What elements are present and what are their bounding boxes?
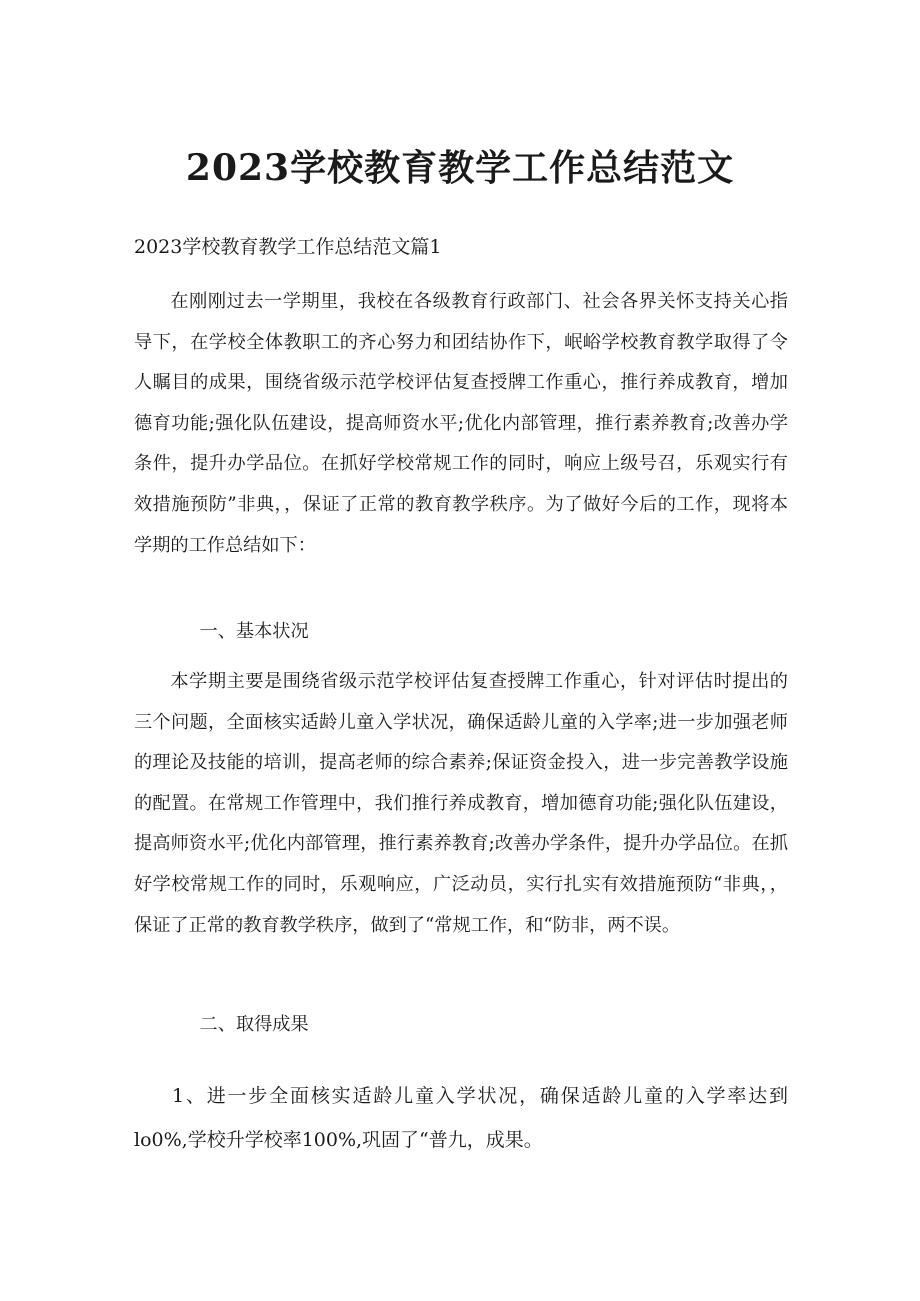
section-heading-achievements: 二、取得成果	[199, 1014, 309, 1035]
intro-paragraph: 在刚刚过去一学期里，我校在各级教育行政部门、社会各界关怀支持关心指导下，在学校全体教职工的齐心努力和团结协作下，岷峪学校教育教学取得了令人瞩目的成果，围绕省级示范学校评估复查授牌工作重心，推行养成教育，增加德育功能;强化队伍建设，提高师资水平;优化内部管理，推行素养教育;改善办学条件，提升办学品位。在抓好学校常规工作的同时，响应上级号召，乐观实行有效措施预防”非典，，保证了正常的教育教学秩序。为了做好今后的工作，现将本学期的工作总结如下：	[134, 291, 788, 556]
section-heading-basic: 一、基本状况	[199, 621, 309, 642]
basic-status-paragraph: 本学期主要是围绕省级示范学校评估复查授牌工作重心，针对评估时提出的三个问题，全面核实适龄儿童入学状况，确保适龄儿童的入学率;进一步加强老师的理论及技能的培训，提高老师的综合素养;保证资金投入，进一步完善教学设施的配置。在常规工作管理中，我们推行养成教育，增加德育功能;强化队伍建设，提高师资水平;优化内部管理，推行素养教育;改善办学条件，提升办学品位。在抓好学校常规工作的同时，乐观响应，广泛动员，实行扎实有效措施预防“非典，，保证了正常的教育教学秩序，做到了“常规工作，和“防非，两不误。	[134, 671, 788, 936]
document-subtitle: 2023学校教育教学工作总结范文篇1	[134, 236, 442, 258]
document-title: 2023学校教育教学工作总结范文	[185, 147, 735, 189]
achievement-item-1: 1、进一步全面核实适龄儿童入学状况，确保适龄儿童的入学率达到lo0%,学校升学校率100%,巩固了“普九，成果。	[134, 1085, 788, 1151]
